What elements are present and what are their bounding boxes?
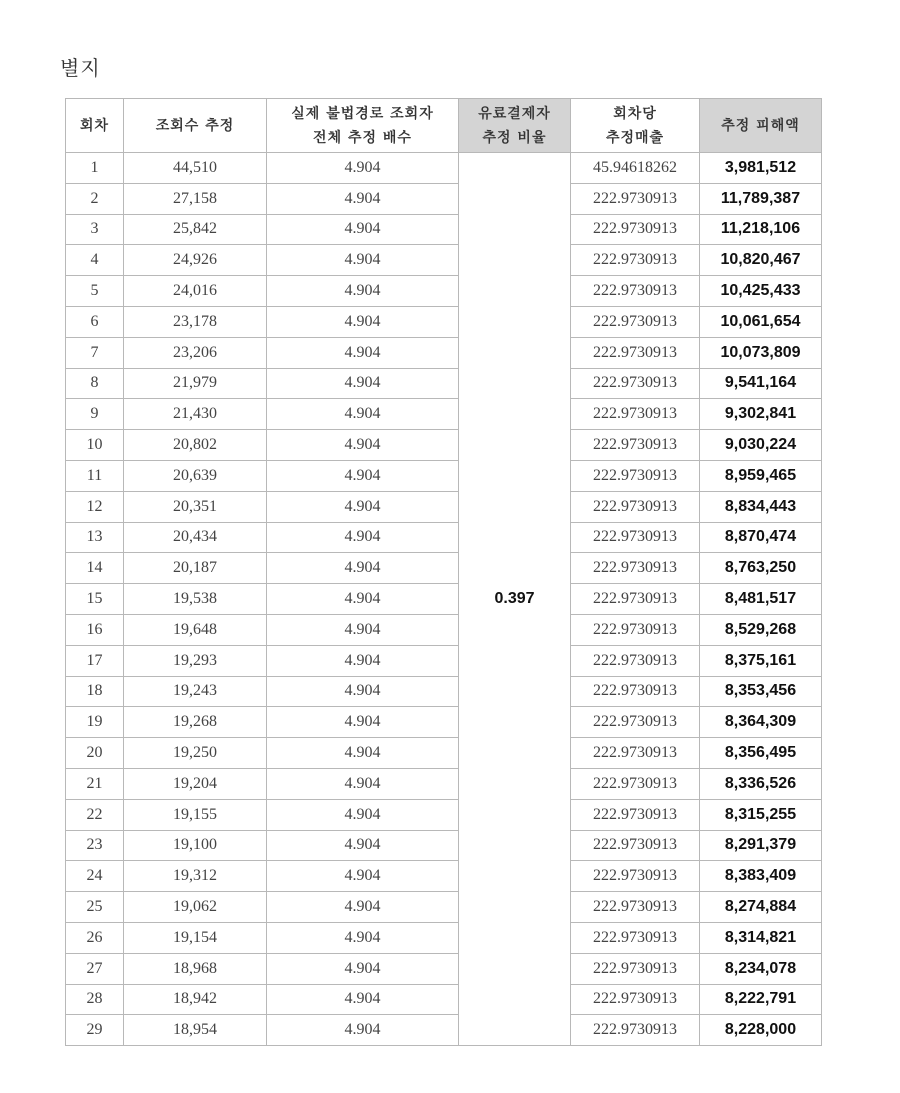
cell-revenue: 222.9730913	[571, 830, 700, 861]
cell-views: 19,154	[124, 922, 267, 953]
table-row	[66, 491, 822, 522]
table-header-row	[66, 99, 822, 153]
cell-revenue: 222.9730913	[571, 984, 700, 1015]
cell-views: 23,206	[124, 337, 267, 368]
cell-damage: 8,222,791	[700, 984, 822, 1015]
cell-views: 24,926	[124, 245, 267, 276]
cell-revenue: 222.9730913	[571, 368, 700, 399]
cell-revenue: 222.9730913	[571, 553, 700, 584]
cell-paid-ratio: 0.397	[459, 153, 571, 1046]
page-label: 별지	[60, 56, 101, 80]
cell-multiplier: 4.904	[267, 153, 459, 184]
cell-round: 23	[66, 830, 124, 861]
cell-multiplier: 4.904	[267, 830, 459, 861]
cell-round: 5	[66, 276, 124, 307]
cell-revenue: 222.9730913	[571, 738, 700, 769]
table-row	[66, 799, 822, 830]
cell-round: 21	[66, 768, 124, 799]
cell-views: 21,979	[124, 368, 267, 399]
header-multiplier-line1: 실제 불법경로 조회자	[291, 105, 434, 122]
cell-damage: 10,425,433	[700, 276, 822, 307]
cell-revenue: 222.9730913	[571, 892, 700, 923]
cell-damage: 8,763,250	[700, 553, 822, 584]
cell-views: 18,942	[124, 984, 267, 1015]
cell-revenue: 222.9730913	[571, 491, 700, 522]
cell-damage: 8,529,268	[700, 614, 822, 645]
cell-revenue: 222.9730913	[571, 214, 700, 245]
cell-views: 20,434	[124, 522, 267, 553]
cell-damage: 8,356,495	[700, 738, 822, 769]
cell-views: 20,802	[124, 430, 267, 461]
table-row	[66, 953, 822, 984]
cell-damage: 8,375,161	[700, 645, 822, 676]
table-row	[66, 368, 822, 399]
cell-multiplier: 4.904	[267, 676, 459, 707]
cell-views: 44,510	[124, 153, 267, 184]
cell-damage: 10,061,654	[700, 306, 822, 337]
cell-multiplier: 4.904	[267, 460, 459, 491]
table-row	[66, 1015, 822, 1046]
header-damage: 추정 피해액	[700, 99, 822, 153]
cell-revenue: 222.9730913	[571, 276, 700, 307]
cell-views: 20,639	[124, 460, 267, 491]
cell-revenue: 222.9730913	[571, 306, 700, 337]
cell-damage: 3,981,512	[700, 153, 822, 184]
table-body	[66, 153, 822, 1046]
cell-multiplier: 4.904	[267, 306, 459, 337]
header-paid-ratio-line2: 추정 비율	[482, 129, 547, 146]
cell-multiplier: 4.904	[267, 276, 459, 307]
cell-damage: 8,315,255	[700, 799, 822, 830]
cell-revenue: 222.9730913	[571, 953, 700, 984]
cell-multiplier: 4.904	[267, 799, 459, 830]
cell-multiplier: 4.904	[267, 614, 459, 645]
cell-views: 19,293	[124, 645, 267, 676]
cell-round: 19	[66, 707, 124, 738]
cell-damage: 8,234,078	[700, 953, 822, 984]
cell-revenue: 222.9730913	[571, 430, 700, 461]
cell-damage: 10,073,809	[700, 337, 822, 368]
cell-damage: 8,291,379	[700, 830, 822, 861]
cell-revenue: 222.9730913	[571, 614, 700, 645]
cell-round: 27	[66, 953, 124, 984]
cell-views: 19,312	[124, 861, 267, 892]
cell-views: 18,954	[124, 1015, 267, 1046]
cell-revenue: 222.9730913	[571, 676, 700, 707]
cell-damage: 8,274,884	[700, 892, 822, 923]
cell-damage: 9,541,164	[700, 368, 822, 399]
cell-views: 19,062	[124, 892, 267, 923]
header-multiplier-line2: 전체 추정 배수	[313, 129, 412, 146]
header-multiplier	[267, 99, 459, 153]
header-revenue-line2: 추정매출	[605, 129, 665, 146]
cell-views: 19,648	[124, 614, 267, 645]
cell-round: 18	[66, 676, 124, 707]
cell-multiplier: 4.904	[267, 922, 459, 953]
cell-damage: 8,353,456	[700, 676, 822, 707]
cell-round: 12	[66, 491, 124, 522]
table-row	[66, 153, 822, 184]
cell-multiplier: 4.904	[267, 861, 459, 892]
cell-damage: 9,030,224	[700, 430, 822, 461]
table-row	[66, 768, 822, 799]
table-row	[66, 614, 822, 645]
table-row	[66, 460, 822, 491]
header-paid-ratio-line1: 유료결제자	[478, 105, 551, 122]
cell-damage: 11,218,106	[700, 214, 822, 245]
cell-revenue: 222.9730913	[571, 799, 700, 830]
cell-views: 19,155	[124, 799, 267, 830]
cell-round: 10	[66, 430, 124, 461]
cell-round: 16	[66, 614, 124, 645]
damage-estimate-table	[65, 98, 822, 1046]
cell-revenue: 222.9730913	[571, 183, 700, 214]
cell-multiplier: 4.904	[267, 553, 459, 584]
cell-views: 25,842	[124, 214, 267, 245]
cell-multiplier: 4.904	[267, 1015, 459, 1046]
table-row	[66, 399, 822, 430]
cell-multiplier: 4.904	[267, 368, 459, 399]
table-row	[66, 645, 822, 676]
cell-round: 24	[66, 861, 124, 892]
cell-round: 3	[66, 214, 124, 245]
cell-views: 20,351	[124, 491, 267, 522]
cell-round: 4	[66, 245, 124, 276]
cell-views: 19,243	[124, 676, 267, 707]
cell-multiplier: 4.904	[267, 892, 459, 923]
cell-revenue: 222.9730913	[571, 245, 700, 276]
cell-revenue: 222.9730913	[571, 337, 700, 368]
cell-round: 6	[66, 306, 124, 337]
cell-damage: 8,481,517	[700, 584, 822, 615]
table-row	[66, 214, 822, 245]
cell-damage: 8,834,443	[700, 491, 822, 522]
cell-revenue: 222.9730913	[571, 522, 700, 553]
table-row	[66, 861, 822, 892]
cell-revenue: 222.9730913	[571, 584, 700, 615]
cell-round: 1	[66, 153, 124, 184]
cell-multiplier: 4.904	[267, 183, 459, 214]
cell-views: 24,016	[124, 276, 267, 307]
cell-multiplier: 4.904	[267, 430, 459, 461]
cell-round: 8	[66, 368, 124, 399]
table-row	[66, 738, 822, 769]
table-row	[66, 984, 822, 1015]
cell-round: 29	[66, 1015, 124, 1046]
cell-revenue: 222.9730913	[571, 645, 700, 676]
cell-multiplier: 4.904	[267, 953, 459, 984]
cell-views: 19,250	[124, 738, 267, 769]
cell-multiplier: 4.904	[267, 984, 459, 1015]
table-row	[66, 553, 822, 584]
table-row	[66, 892, 822, 923]
cell-damage: 8,364,309	[700, 707, 822, 738]
cell-multiplier: 4.904	[267, 738, 459, 769]
cell-views: 19,204	[124, 768, 267, 799]
cell-multiplier: 4.904	[267, 584, 459, 615]
cell-round: 13	[66, 522, 124, 553]
cell-damage: 8,959,465	[700, 460, 822, 491]
cell-views: 23,178	[124, 306, 267, 337]
header-round: 회차	[66, 99, 124, 153]
cell-views: 27,158	[124, 183, 267, 214]
table-row	[66, 337, 822, 368]
cell-damage: 11,789,387	[700, 183, 822, 214]
cell-round: 14	[66, 553, 124, 584]
cell-views: 19,538	[124, 584, 267, 615]
table-row	[66, 707, 822, 738]
cell-views: 19,268	[124, 707, 267, 738]
cell-damage: 8,383,409	[700, 861, 822, 892]
cell-multiplier: 4.904	[267, 491, 459, 522]
cell-revenue: 45.94618262	[571, 153, 700, 184]
cell-damage: 8,314,821	[700, 922, 822, 953]
cell-damage: 8,336,526	[700, 768, 822, 799]
cell-round: 22	[66, 799, 124, 830]
table-row	[66, 584, 822, 615]
table-row	[66, 830, 822, 861]
cell-round: 20	[66, 738, 124, 769]
cell-damage: 9,302,841	[700, 399, 822, 430]
cell-damage: 8,870,474	[700, 522, 822, 553]
cell-round: 9	[66, 399, 124, 430]
cell-multiplier: 4.904	[267, 522, 459, 553]
header-revenue-line1: 회차당	[613, 105, 657, 122]
cell-multiplier: 4.904	[267, 337, 459, 368]
cell-revenue: 222.9730913	[571, 707, 700, 738]
table-row	[66, 183, 822, 214]
table-row	[66, 430, 822, 461]
table-row	[66, 276, 822, 307]
cell-views: 18,968	[124, 953, 267, 984]
cell-multiplier: 4.904	[267, 245, 459, 276]
cell-views: 20,187	[124, 553, 267, 584]
cell-round: 2	[66, 183, 124, 214]
cell-multiplier: 4.904	[267, 645, 459, 676]
cell-round: 15	[66, 584, 124, 615]
header-views: 조회수 추정	[124, 99, 267, 153]
cell-damage: 10,820,467	[700, 245, 822, 276]
cell-views: 21,430	[124, 399, 267, 430]
cell-revenue: 222.9730913	[571, 861, 700, 892]
cell-revenue: 222.9730913	[571, 922, 700, 953]
cell-multiplier: 4.904	[267, 768, 459, 799]
cell-round: 17	[66, 645, 124, 676]
table-row	[66, 306, 822, 337]
cell-views: 19,100	[124, 830, 267, 861]
cell-damage: 8,228,000	[700, 1015, 822, 1046]
cell-revenue: 222.9730913	[571, 1015, 700, 1046]
cell-round: 28	[66, 984, 124, 1015]
table-row	[66, 676, 822, 707]
cell-round: 25	[66, 892, 124, 923]
table-row	[66, 522, 822, 553]
cell-multiplier: 4.904	[267, 214, 459, 245]
table-row	[66, 245, 822, 276]
cell-revenue: 222.9730913	[571, 460, 700, 491]
cell-round: 26	[66, 922, 124, 953]
cell-multiplier: 4.904	[267, 707, 459, 738]
cell-revenue: 222.9730913	[571, 399, 700, 430]
cell-revenue: 222.9730913	[571, 768, 700, 799]
cell-round: 11	[66, 460, 124, 491]
header-revenue	[571, 99, 700, 153]
cell-round: 7	[66, 337, 124, 368]
header-paid-ratio	[459, 99, 571, 153]
table-row	[66, 922, 822, 953]
cell-multiplier: 4.904	[267, 399, 459, 430]
